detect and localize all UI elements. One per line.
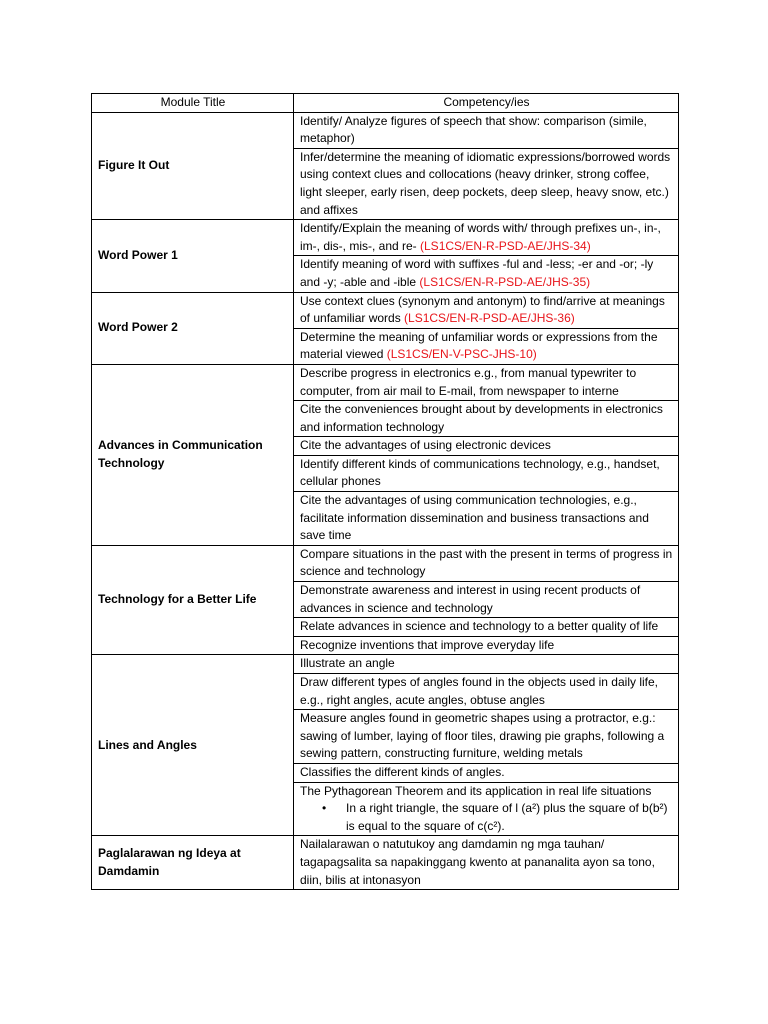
module-title-cell: Advances in Communication Technology [92, 364, 294, 545]
bullet-icon: • [322, 801, 327, 816]
competency-cell [294, 674, 679, 710]
module-title-cell: Paglalarawan ng Ideya at Damdamin [92, 836, 294, 890]
competency-text: Cite the advantages of using electronic devices [300, 438, 551, 453]
competency-cell [294, 292, 679, 328]
competency-cell [294, 148, 679, 219]
competency-text: Classifies the different kinds of angles. [300, 764, 505, 779]
competency-cell [294, 545, 679, 581]
competency-cell [294, 582, 679, 618]
competency-text: Identify meaning of word with suffixes -ful and -less; -er and -or; -ly and -y; -able and -ible [300, 257, 654, 289]
competency-code: (LS1CS/EN-R-PSD-AE/JHS-35) [419, 274, 591, 289]
table-body [92, 112, 679, 890]
competency-text: Illustrate an angle [300, 656, 395, 671]
competency-cell [294, 437, 679, 456]
competency-cell [294, 112, 679, 148]
competency-text: Measure angles found in geometric shapes using a protractor, e.g.: sawing of lumber, laying of floor tiles, drawing pie graphs, following a sewing pattern, constructing furniture, welding metals [300, 711, 665, 761]
table-row [92, 292, 679, 328]
competency-cell [294, 492, 679, 546]
table-row [92, 836, 679, 890]
competency-text: Draw different types of angles found in the objects used in daily life, e.g., right angles, acute angles, obtuse angles [300, 675, 658, 707]
competency-cell [294, 655, 679, 674]
competency-cell [294, 220, 679, 256]
competency-text: Infer/determine the meaning of idiomatic expressions/borrowed words using context clues and collocations (heavy drinker, strong coffee, light sleeper, early risen, deep pockets, deep sleep, heavy snow, etc.) and affixes [300, 149, 671, 217]
competency-text: Cite the advantages of using communication technologies, e.g., facilitate information dissemination and business transactions and save time [300, 493, 649, 543]
table-row [92, 364, 679, 400]
module-title-cell: Lines and Angles [92, 655, 294, 836]
competency-cell [294, 710, 679, 764]
module-title-cell: Technology for a Better Life [92, 545, 294, 655]
module-title-cell: Figure It Out [92, 112, 294, 220]
competency-text: Compare situations in the past with the present in terms of progress in science and technology [300, 546, 673, 579]
competency-cell [294, 618, 679, 637]
module-title-header: Module Title [92, 94, 294, 113]
competency-text: The Pythagorean Theorem and its application in real life situations [300, 783, 652, 798]
bullet-item [300, 800, 673, 835]
competency-cell [294, 364, 679, 400]
table-row [92, 655, 679, 674]
competency-text: Use context clues (synonym and antonym) to find/arrive at meanings of unfamiliar words [300, 293, 665, 326]
competency-table [91, 93, 679, 890]
competency-cell [294, 836, 679, 890]
competency-cell [294, 256, 679, 292]
competency-text: Identify/Explain the meaning of words with/ through prefixes un-, in-, im-, dis-, mis-, and re- [300, 221, 661, 253]
competency-text: Describe progress in electronics e.g., from manual typewriter to computer, from air mail to E-mail, from newspaper to interne [300, 365, 637, 398]
table-row [92, 220, 679, 256]
competency-text: Relate advances in science and technology to a better quality of life [300, 619, 659, 634]
competency-cell [294, 455, 679, 491]
bullet-text: In a right triangle, the square of l (a²) plus the square of b(b²) is equal to the square of c(c²). [346, 801, 668, 833]
competency-code: (LS1CS/EN-R-PSD-AE/JHS-36) [404, 311, 575, 326]
competency-code: (LS1CS/EN-V-PSC-JHS-10) [386, 347, 537, 362]
competency-cell [294, 636, 679, 655]
competency-cell [294, 782, 679, 836]
table-row [92, 545, 679, 581]
competency-text: Cite the conveniences brought about by developments in electronics and information technology [300, 402, 663, 434]
competencies-header: Competency/ies [294, 94, 679, 113]
competency-text: Identify different kinds of communications technology, e.g., handset, cellular phones [300, 456, 660, 489]
competency-text: Determine the meaning of unfamiliar words or expressions from the material viewed [300, 329, 658, 362]
module-title-cell: Word Power 1 [92, 220, 294, 292]
competency-text: Identify/ Analyze figures of speech that show: comparison (simile, metaphor) [300, 113, 647, 146]
table-header-row [92, 94, 679, 113]
competency-text: Nailalarawan o natutukoy ang damdamin ng mga tauhan/ tagapagsalita sa napakinggang kwento at pananalita ayon sa tono, diin, bilis at intonasyon [300, 837, 655, 887]
competency-text: Demonstrate awareness and interest in using recent products of advances in science and technology [300, 583, 641, 615]
competency-code: (LS1CS/EN-R-PSD-AE/JHS-34) [420, 238, 591, 253]
table-row [92, 112, 679, 148]
competency-cell [294, 328, 679, 364]
competency-document [91, 93, 678, 890]
competency-text: Recognize inventions that improve everyday life [300, 637, 555, 652]
competency-cell [294, 401, 679, 437]
module-title-cell: Word Power 2 [92, 292, 294, 364]
competency-cell [294, 763, 679, 782]
